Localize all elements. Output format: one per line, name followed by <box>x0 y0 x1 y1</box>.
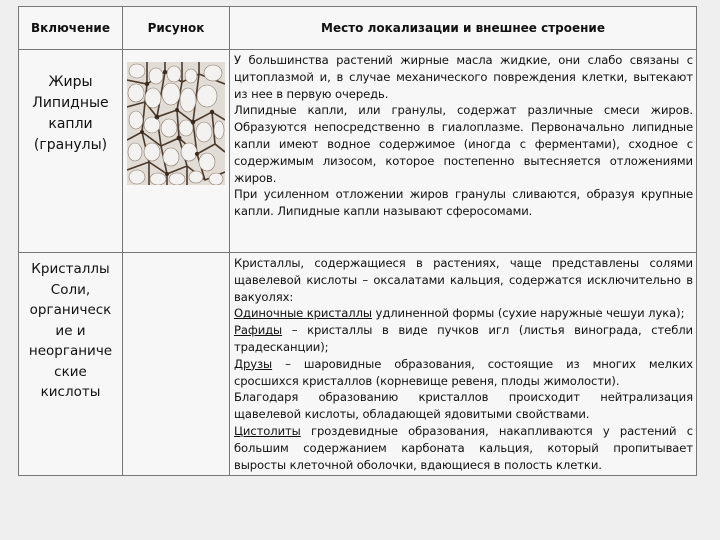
term: Рафиды <box>234 323 283 338</box>
paragraph: У большинства растений жирные масла жидкие, они слабо связаны с цитоплазмой и, в случае механического повреждения клетки, вытекают из нее в первую очередь. <box>234 53 693 101</box>
term-text: удлиненной формы (сухие наружные чешуи лука); <box>371 306 685 321</box>
table-row-lipids <box>19 50 697 253</box>
lipids-image-cell <box>123 50 230 253</box>
term: Одиночные кристаллы <box>234 306 372 321</box>
term: Цистолиты <box>234 423 301 438</box>
name-line: органическ <box>29 302 112 318</box>
list-item <box>234 423 693 473</box>
term-text: – шаровидные образования, состоящие из многих мелких сросшихся кристаллов (корневище ревеня, плоды жимолости). <box>234 356 693 388</box>
lipids-description-cell <box>230 50 697 253</box>
name-line: ие и <box>55 322 86 339</box>
crystals-name-cell <box>19 253 123 476</box>
crystals-image-cell <box>123 253 230 476</box>
paragraph: Липидные капли, или гранулы, содержат различные смеси жиров. Образуются непосредственно в гиалоплазме. Первоначально липидные капли имеют водное содержимое (иногда с ферментами), сходное с содержимым лизосом, которое постепенно вытесняется отложениями жиров. <box>234 103 693 185</box>
name-line: (гранулы) <box>33 137 108 153</box>
crystals-description-cell <box>230 253 697 476</box>
header-location: Место локализации и внешнее строение <box>230 7 697 50</box>
list-item <box>234 356 693 390</box>
paragraph: Благодаря образованию кристаллов происходит нейтрализация щавелевой кислоты, обладающей ядовитыми свойствами. <box>234 390 693 422</box>
header-inclusion: Включение <box>19 7 123 50</box>
inclusions-table <box>18 6 697 476</box>
paragraph: При усиленном отложении жиров гранулы сливаются, образуя крупные капли. Липидные капли называют сферосомами. <box>234 187 693 219</box>
name-line: Кристаллы <box>31 261 110 277</box>
term: Друзы <box>234 356 273 371</box>
lipid-droplets-micrograph-icon <box>127 62 225 185</box>
lipids-name-cell <box>19 50 123 253</box>
name-line: кислоты <box>40 384 101 400</box>
name-line: Соли, <box>50 281 91 298</box>
term-text: гроздевидные образования, накапливаются у растений с большим содержанием карбоната кальция, который пропитывает выросты клеточной оболочки, вдающиеся в полость клетки. <box>234 423 693 472</box>
list-item <box>234 322 693 356</box>
header-picture: Рисунок <box>123 7 230 50</box>
list-item <box>234 305 693 322</box>
name-line: капли <box>48 116 93 132</box>
table-row-crystals <box>19 253 697 476</box>
paragraph: Кристаллы, содержащиеся в растениях, чаще представлены солями щавелевой кислоты – оксалатами кальция, содержатся исключительно в вакуолях: <box>234 256 693 304</box>
name-line: Липидные <box>32 95 109 111</box>
term-text: – кристаллы в виде пучков игл (листья винограда, стебли традесканции); <box>234 323 693 354</box>
header-row <box>19 7 697 50</box>
name-line: неорганиче <box>28 343 113 359</box>
name-line: ские <box>54 363 87 380</box>
name-line: Жиры <box>48 74 93 90</box>
